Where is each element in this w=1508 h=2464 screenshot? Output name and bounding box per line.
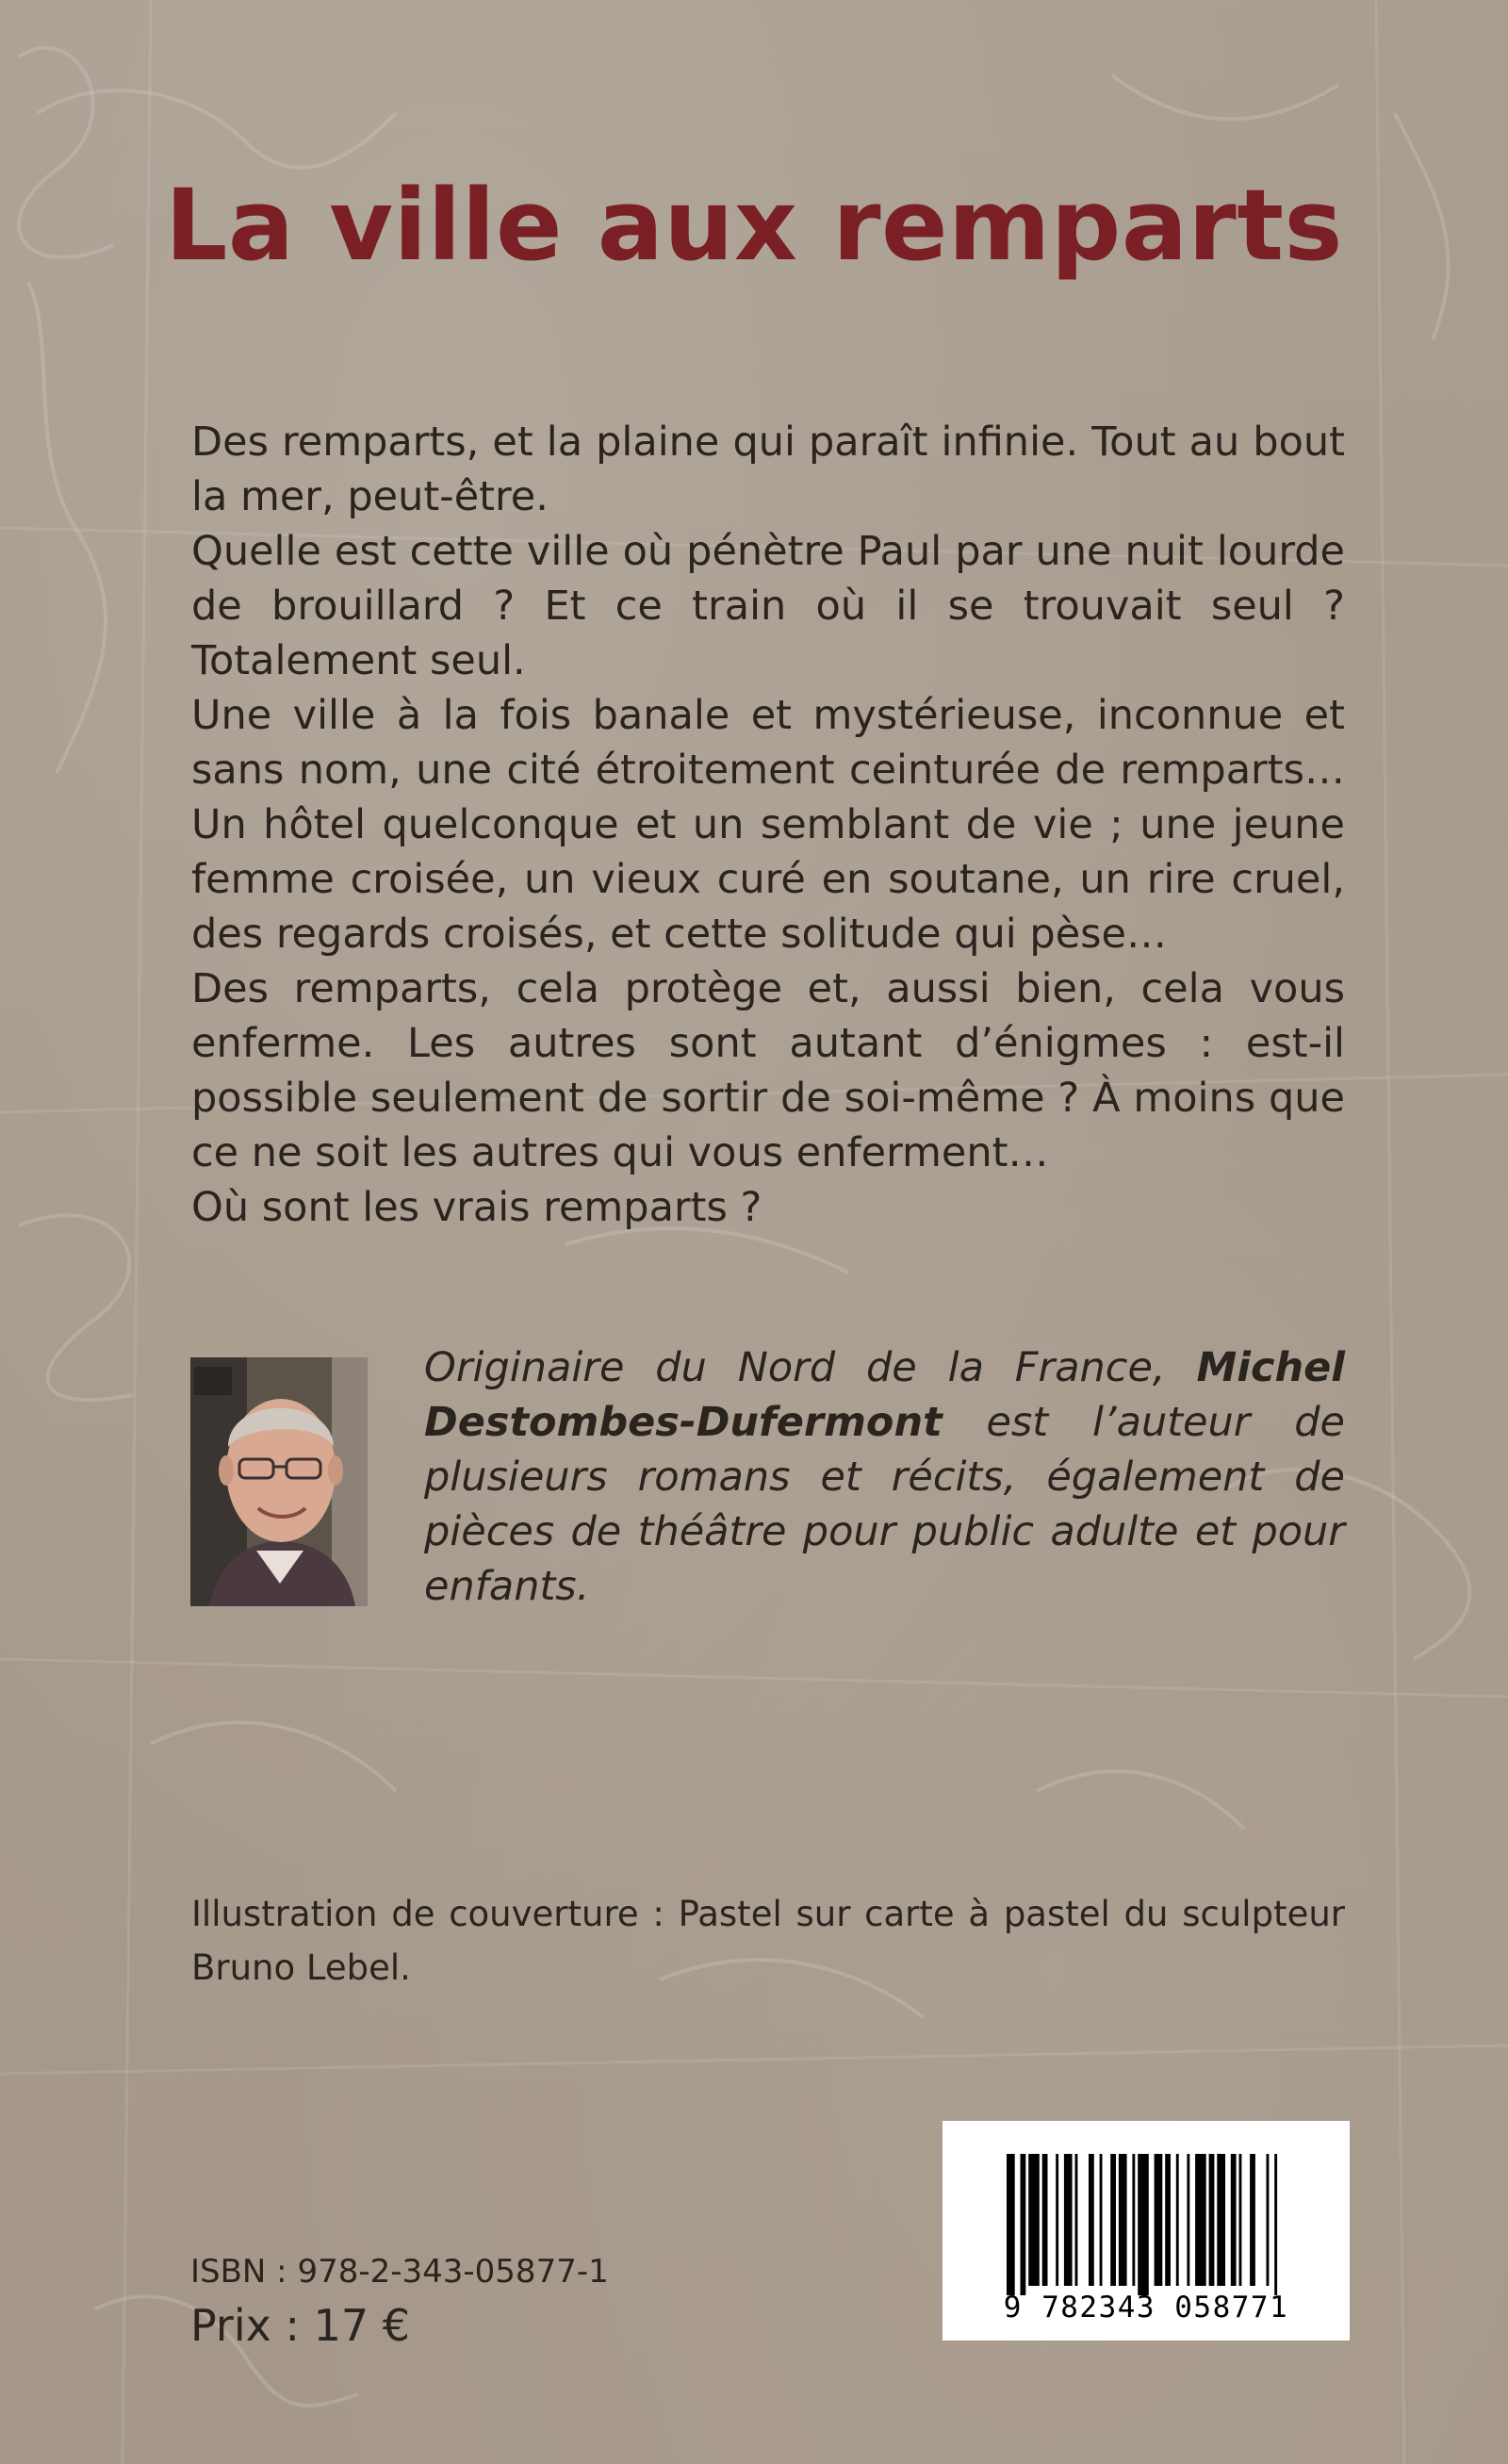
author-bio xyxy=(424,1340,1345,1614)
barcode-bar xyxy=(1165,2154,1171,2286)
price: Prix : 17 € xyxy=(190,2300,411,2351)
barcode-bar xyxy=(1064,2154,1073,2286)
barcode-bar xyxy=(1056,2154,1058,2286)
barcode-bar xyxy=(1007,2154,1015,2295)
barcode-bar xyxy=(1138,2154,1149,2295)
barcode-bar xyxy=(1132,2154,1135,2286)
barcode-bar xyxy=(1274,2154,1277,2295)
blurb-paragraph: Une ville à la fois banale et mystérieuse, inconnue et sans nom, une cité étroitement ceinturée de remparts… Un hôtel quelconque et un semblant de vie ; une jeune femme croisée, un vieux curé en soutane, un rire cruel, des regards croisés, et cette solitude qui pèse… xyxy=(191,692,1345,958)
barcode-bar xyxy=(1209,2154,1215,2286)
barcode-bar xyxy=(1042,2154,1048,2286)
barcode-bar xyxy=(1089,2154,1094,2286)
barcode xyxy=(942,2121,1350,2341)
barcode-bar xyxy=(1231,2154,1237,2286)
blurb-paragraph: Quelle est cette ville où pénètre Paul par une nuit lourde de brouillard ? Et ce train où il se trouvait seul ? Totalement seul. xyxy=(191,528,1345,684)
barcode-bar xyxy=(1155,2154,1163,2286)
barcode-bar xyxy=(1195,2154,1206,2286)
blurb xyxy=(191,415,1345,1235)
barcode-bar xyxy=(1187,2154,1189,2286)
barcode-bar xyxy=(1110,2154,1116,2286)
author-photo xyxy=(190,1357,368,1606)
barcode-bar xyxy=(1250,2154,1255,2286)
barcode-bar xyxy=(1075,2154,1078,2286)
blurb-paragraph: Des remparts, et la plaine qui paraît infinie. Tout au bout la mer, peut-être. xyxy=(191,419,1345,520)
book-title: La ville aux remparts xyxy=(165,168,1343,283)
blurb-paragraph: Où sont les vrais remparts ? xyxy=(191,1184,762,1231)
barcode-bar xyxy=(1176,2154,1179,2286)
blurb-paragraph: Des remparts, cela protège et, aussi bien, cela vous enferme. Les autres sont autant d’énigmes : est-il possible seulement de sortir de soi-même ? À moins que ce ne soit les autres qui vous enferment… xyxy=(191,965,1345,1176)
cover-illustration-credit: Illustration de couverture : Pastel sur carte à pastel du sculpteur Bruno Lebel. xyxy=(191,1894,1345,1988)
barcode-bar xyxy=(1217,2154,1225,2286)
barcode-bar xyxy=(1119,2154,1127,2286)
barcode-bar xyxy=(1100,2154,1103,2286)
barcode-digits: 9 782343 058771 xyxy=(1003,2291,1289,2324)
isbn: ISBN : 978-2-343-05877-1 xyxy=(190,2253,609,2291)
barcode-bar xyxy=(1239,2154,1242,2286)
barcode-bar xyxy=(1267,2154,1270,2286)
barcode-bar xyxy=(1028,2154,1040,2286)
barcode-bar xyxy=(1021,2154,1026,2295)
author-name: Michel Destombes-Dufermont xyxy=(424,1344,1345,1446)
author-bio-prefix: Originaire du Nord de la France, xyxy=(424,1344,1166,1391)
author-bio-suffix: est l’auteur de plusieurs romans et récits, également de pièces de théâtre pour public adulte et pour enfants. xyxy=(424,1399,1345,1610)
